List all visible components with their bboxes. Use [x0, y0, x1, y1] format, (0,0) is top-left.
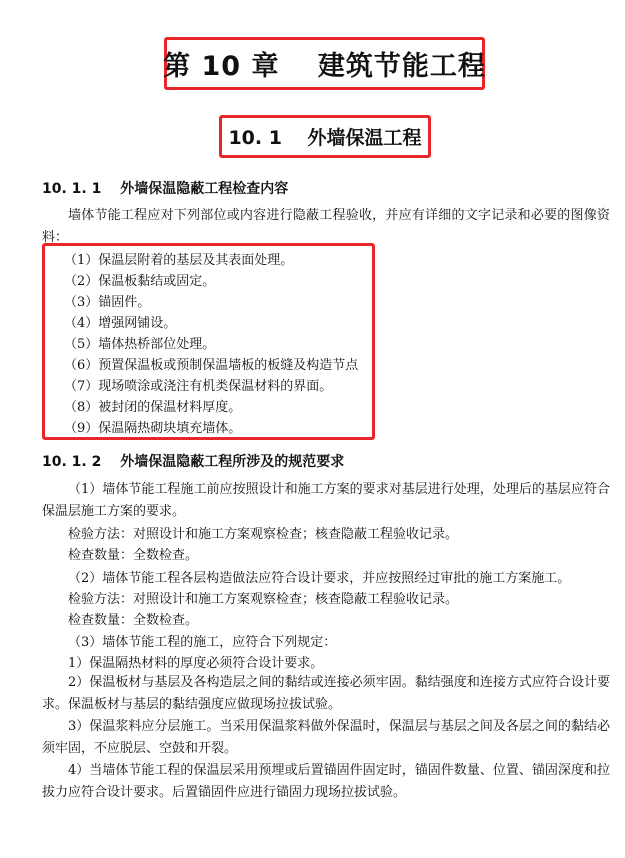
section-title: 10. 1 外墙保温工程 [228, 127, 422, 149]
rule-2: 2）保温板材与基层及各构造层之间的黏结或连接必须牢固。黏结强度和连接方式应符合设计要求。保温板材与基层的黏结强度应做现场拉拔试验。 [42, 675, 610, 712]
rule-1: 1）保温隔热材料的厚度必须符合设计要求。 [68, 656, 324, 671]
list-item: （6）预置保温板或预制保温墙板的板缝及构造节点 [64, 358, 359, 373]
inspection-method: 检验方法：对照设计和施工方案观察检查；核查隐蔽工程验收记录。 [68, 592, 459, 607]
rule-4: 4）当墙体节能工程的保温层采用预埋或后置锚固件固定时，锚固件数量、位置、锚固深度和拉拔力应符合设计要求。后置锚固件应进行锚固力现场拉拔试验。 [42, 763, 610, 800]
chapter-title: 第 10 章 建筑节能工程 [163, 51, 486, 82]
paragraph-2: （2）墙体节能工程各层构造做法应符合设计要求，并应按照经过审批的施工方案施工。 [68, 571, 571, 586]
list-item: （3）锚固件。 [64, 295, 151, 310]
list-item: （1）保温层附着的基层及其表面处理。 [64, 253, 294, 268]
list-item: （4）增强网铺设。 [64, 316, 177, 331]
subsection-heading-1: 10. 1. 1 外墙保温隐蔽工程检查内容 [42, 181, 289, 197]
list-item: （2）保温板黏结或固定。 [64, 274, 216, 289]
rule-3: 3）保温浆料应分层施工。当采用保温浆料做外保温时，保温层与基层之间及各层之间的黏结必须牢固，不应脱层、空鼓和开裂。 [42, 719, 610, 756]
paragraph-1: （1）墙体节能工程施工前应按照设计和施工方案的要求对基层进行处理，处理后的基层应符合保温层施工方案的要求。 [42, 482, 610, 519]
paragraph-3: （3）墙体节能工程的施工，应符合下列规定： [68, 635, 337, 650]
list-item: （7）现场喷涂或浇注有机类保温材料的界面。 [64, 379, 333, 394]
inspection-quantity: 检查数量：全数检查。 [68, 613, 199, 628]
subsection-heading-2: 10. 1. 2 外墙保温隐蔽工程所涉及的规范要求 [42, 454, 345, 470]
list-item: （5）墙体热桥部位处理。 [64, 337, 216, 352]
inspection-method: 检验方法：对照设计和施工方案观察检查；核查隐蔽工程验收记录。 [68, 527, 459, 542]
list-item: （9）保温隔热砌块填充墙体。 [64, 421, 242, 436]
subsection-1-intro: 墙体节能工程应对下列部位或内容进行隐蔽工程验收，并应有详细的文字记录和必要的图像资料： [42, 208, 610, 245]
inspection-quantity: 检查数量：全数检查。 [68, 548, 199, 563]
list-item: （8）被封闭的保温材料厚度。 [64, 400, 242, 415]
